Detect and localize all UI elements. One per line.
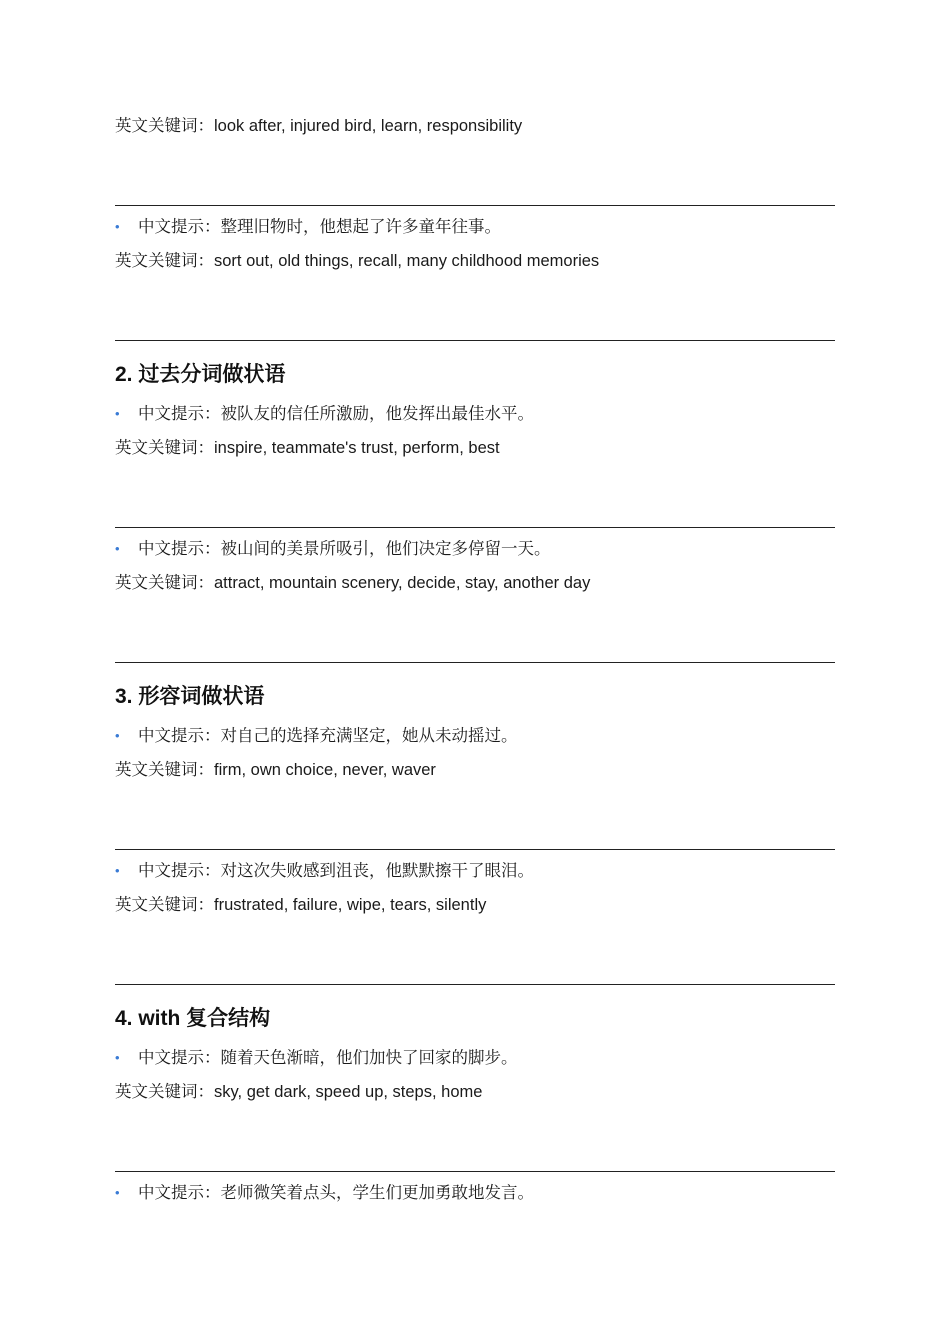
hint-label: 中文提示：	[138, 405, 221, 423]
hint-text: 老师微笑着点头，学生们更加勇敢地发言。	[220, 1184, 534, 1202]
hint-text: 被山间的美景所吸引，他们决定多停留一天。	[220, 540, 551, 558]
divider	[115, 340, 835, 341]
keywords-label: 英文关键词：	[115, 439, 214, 457]
hint-line	[115, 1048, 518, 1068]
bullet-icon: •	[115, 863, 120, 878]
divider	[115, 1171, 835, 1172]
keywords-text: inspire, teammate's trust, perform, best	[214, 439, 500, 457]
hint-label: 中文提示：	[138, 1184, 221, 1202]
keywords-label: 英文关键词：	[115, 1083, 214, 1101]
hint-label: 中文提示：	[138, 540, 221, 558]
bullet-icon: •	[115, 1050, 120, 1065]
keywords-line	[115, 116, 522, 136]
hint-line	[115, 1183, 534, 1203]
hint-line	[115, 539, 551, 559]
hint-line	[115, 404, 534, 424]
keywords-label: 英文关键词：	[115, 896, 214, 914]
keywords-line	[115, 1082, 482, 1102]
keywords-label: 英文关键词：	[115, 761, 214, 779]
keywords-text: frustrated, failure, wipe, tears, silently	[214, 896, 487, 914]
hint-label: 中文提示：	[138, 727, 221, 745]
section-heading: 4. with 复合结构	[115, 1007, 271, 1030]
hint-text: 整理旧物时，他想起了许多童年往事。	[220, 218, 501, 236]
keywords-line	[115, 251, 599, 271]
hint-text: 对这次失败感到沮丧，他默默擦干了眼泪。	[220, 862, 534, 880]
divider	[115, 205, 835, 206]
hint-line	[115, 217, 501, 237]
keywords-text: sky, get dark, speed up, steps, home	[214, 1083, 483, 1101]
section-heading: 3. 形容词做状语	[115, 685, 265, 708]
divider	[115, 662, 835, 663]
hint-label: 中文提示：	[138, 218, 221, 236]
hint-text: 随着天色渐暗，他们加快了回家的脚步。	[220, 1049, 518, 1067]
divider	[115, 527, 835, 528]
hint-label: 中文提示：	[138, 1049, 221, 1067]
bullet-icon: •	[115, 541, 120, 556]
keywords-label: 英文关键词：	[115, 574, 214, 592]
hint-line	[115, 726, 518, 746]
bullet-icon: •	[115, 1185, 120, 1200]
keywords-line	[115, 573, 590, 593]
divider	[115, 849, 835, 850]
keywords-label: 英文关键词：	[115, 117, 214, 135]
divider	[115, 984, 835, 985]
keywords-text: attract, mountain scenery, decide, stay, another day	[214, 574, 591, 592]
hint-line	[115, 861, 534, 881]
keywords-label: 英文关键词：	[115, 252, 214, 270]
keywords-line	[115, 438, 500, 458]
keywords-line	[115, 895, 486, 915]
hint-text: 对自己的选择充满坚定，她从未动摇过。	[220, 727, 518, 745]
keywords-text: sort out, old things, recall, many childhood memories	[214, 252, 600, 270]
hint-label: 中文提示：	[138, 862, 221, 880]
bullet-icon: •	[115, 219, 120, 234]
keywords-line	[115, 760, 436, 780]
hint-text: 被队友的信任所激励，他发挥出最佳水平。	[220, 405, 534, 423]
section-heading: 2. 过去分词做状语	[115, 363, 286, 386]
bullet-icon: •	[115, 728, 120, 743]
keywords-text: look after, injured bird, learn, responsibility	[214, 117, 523, 135]
keywords-text: firm, own choice, never, waver	[214, 761, 436, 779]
bullet-icon: •	[115, 406, 120, 421]
